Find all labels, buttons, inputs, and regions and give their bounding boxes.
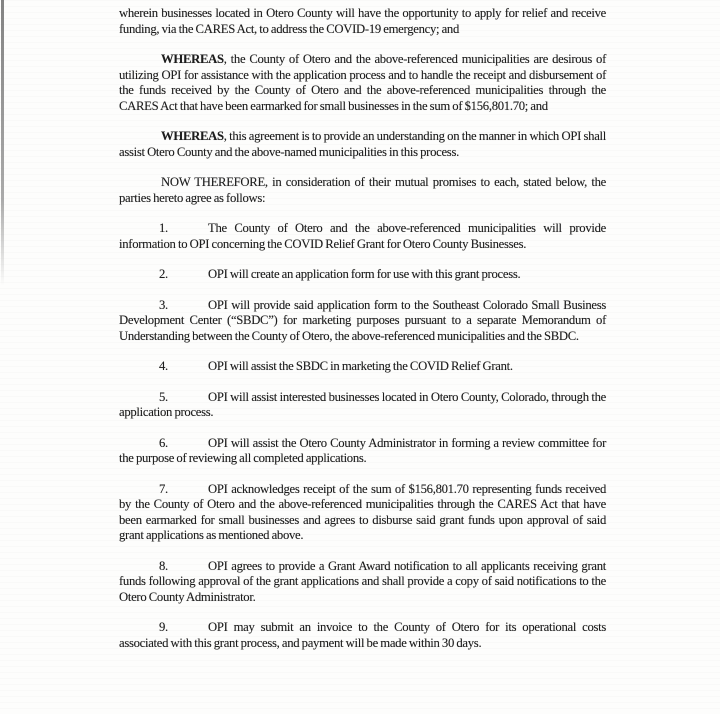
item-4-number: 4. xyxy=(159,359,168,373)
numbered-item-7 xyxy=(119,482,606,544)
whereas-clause-1 xyxy=(119,52,606,114)
whereas-1-lead: WHEREAS xyxy=(161,52,224,66)
numbered-item-9 xyxy=(119,620,606,651)
item-8-text: OPI agrees to provide a Grant Award notification to all applicants receiving grant funds following approval of the grant applications and shall provide a copy of said notifications to the Otero County Administrator. xyxy=(119,558,606,604)
now-therefore-paragraph: NOW THEREFORE, in consideration of their mutual promises to each, stated below, the parties hereto agree as follows: xyxy=(119,175,606,205)
whereas-1-text: , the County of Otero and the above-referenced municipalities are desirous of utilizing OPI for assistance with the application process and to handle the receipt and disbursement of the funds received by the County of Otero and the above-referenced municipalities through the CARES Act that have been earmarked for small businesses in the sum of $156,801.70; and xyxy=(119,52,606,113)
item-5-number: 5. xyxy=(159,389,168,404)
numbered-item-1 xyxy=(119,221,606,252)
item-7-number: 7. xyxy=(159,481,168,496)
item-3-number: 3. xyxy=(159,297,168,312)
item-5-text: OPI will assist interested businesses located in Otero County, Colorado, through the application process. xyxy=(119,389,606,419)
item-9-number: 9. xyxy=(159,620,168,634)
numbered-item-5 xyxy=(119,390,606,421)
item-6-text: OPI will assist the Otero County Administrator in forming a review committee for the purpose of reviewing all completed applications. xyxy=(119,435,606,465)
item-9-text: OPI may submit an invoice to the County of Otero for its operational costs associated with this grant process, and payment will be made within 30 days. xyxy=(119,620,606,650)
item-1-text: The County of Otero and the above-referenced municipalities will provide information to OPI concerning the COVID Relief Grant for Otero County Businesses. xyxy=(119,221,606,251)
item-3-text: OPI will provide said application form to the Southeast Colorado Small Business Development Center (“SBDC”) for marketing purposes pursuant to a separate Memorandum of Understanding between the County of Otero, the above-referenced municipalities and the SBDC. xyxy=(119,297,606,343)
document-text-block xyxy=(119,6,606,651)
scan-edge-artifact xyxy=(1,0,4,286)
item-2-text: OPI will create an application form for use with this grant process. xyxy=(208,267,521,281)
whereas-2-lead: WHEREAS xyxy=(161,129,224,143)
numbered-item-2 xyxy=(119,267,606,283)
paragraph-intro-continuation: wherein businesses located in Otero County will have the opportunity to apply for relief and receive funding, via the CARES Act, to address the COVID-19 emergency; and xyxy=(119,6,606,36)
item-6-number: 6. xyxy=(159,435,168,450)
numbered-item-3 xyxy=(119,298,606,345)
item-2-number: 2. xyxy=(159,267,168,281)
whereas-clause-2 xyxy=(119,129,606,160)
numbered-item-8 xyxy=(119,559,606,606)
numbered-item-4 xyxy=(119,359,606,375)
item-8-number: 8. xyxy=(159,558,168,573)
item-7-text: OPI acknowledges receipt of the sum of $156,801.70 representing funds received by the County of Otero and the above-referenced municipalities through the CARES Act that have been earmarked for small businesses and agrees to disburse said grant funds upon approval of said grant applications as mentioned above. xyxy=(119,481,606,542)
whereas-2-text: , this agreement is to provide an understanding on the manner in which OPI shall assist Otero County and the above-named municipalities in this process. xyxy=(119,129,606,159)
item-1-number: 1. xyxy=(159,221,168,235)
numbered-item-6 xyxy=(119,436,606,467)
item-4-text: OPI will assist the SBDC in marketing the COVID Relief Grant. xyxy=(208,359,513,373)
